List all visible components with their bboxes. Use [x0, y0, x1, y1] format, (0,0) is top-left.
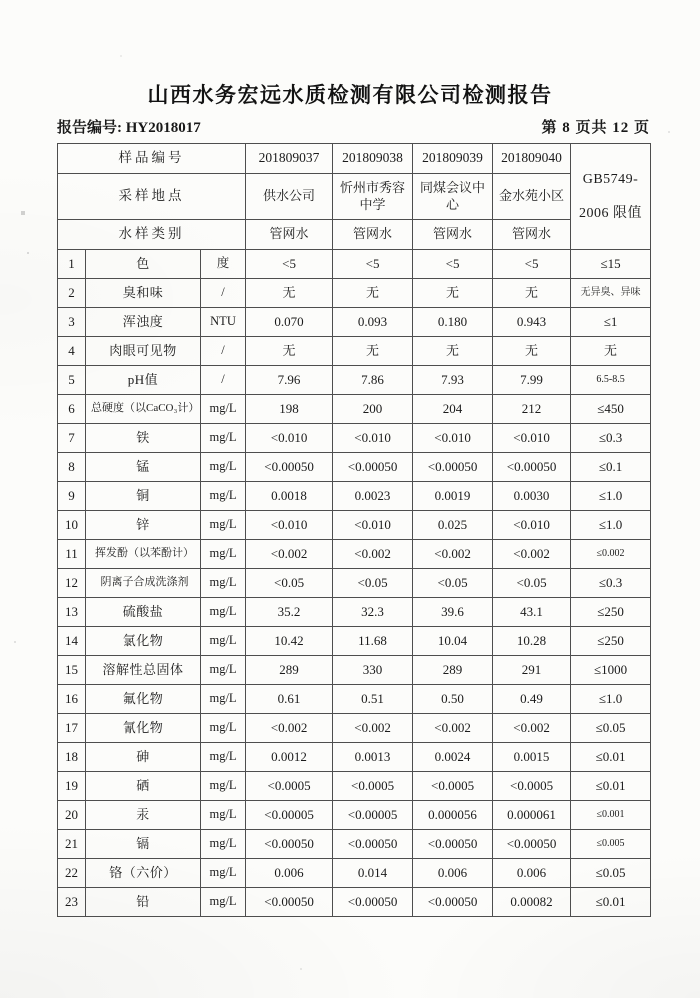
sample-value-2: <0.010 — [333, 424, 413, 453]
report-meta-row — [57, 116, 650, 137]
parameter-name: 臭和味 — [86, 279, 201, 308]
sample-value-1: <0.0005 — [246, 772, 333, 801]
row-number: 21 — [58, 830, 86, 859]
page-title: 山西水务宏远水质检测有限公司检测报告 — [147, 84, 553, 107]
sample-value-1: <0.00050 — [246, 888, 333, 917]
limit-value: 无 — [571, 337, 651, 366]
parameter-unit: mg/L — [201, 743, 246, 772]
sample-value-2: <0.00050 — [333, 830, 413, 859]
sample-value-1: 35.2 — [246, 598, 333, 627]
parameter-unit: mg/L — [201, 424, 246, 453]
sample-value-4: 10.28 — [493, 627, 571, 656]
page-indicator: 第 8 页共 12 页 — [541, 120, 650, 136]
sample-id-1: 201809037 — [246, 144, 333, 174]
sample-value-1: <0.00050 — [246, 453, 333, 482]
parameter-unit: / — [201, 366, 246, 395]
sample-value-3: 289 — [413, 656, 493, 685]
sample-value-4: 0.943 — [493, 308, 571, 337]
sample-value-3: 7.93 — [413, 366, 493, 395]
parameter-name: 铜 — [86, 482, 201, 511]
sample-value-4: 43.1 — [493, 598, 571, 627]
table-row — [58, 482, 651, 511]
sample-value-2: <0.002 — [333, 540, 413, 569]
table-row — [58, 337, 651, 366]
sample-value-3: 39.6 — [413, 598, 493, 627]
sample-value-1: 0.070 — [246, 308, 333, 337]
table-row — [58, 888, 651, 917]
sample-value-4: 0.000061 — [493, 801, 571, 830]
water-type-2: 管网水 — [333, 220, 413, 250]
sample-value-2: 11.68 — [333, 627, 413, 656]
sample-id-3: 201809039 — [413, 144, 493, 174]
sample-value-1: <0.00050 — [246, 830, 333, 859]
location-label: 采样地点 — [58, 174, 246, 220]
parameter-name: 汞 — [86, 801, 201, 830]
limit-value: ≤1 — [571, 308, 651, 337]
table-row — [58, 801, 651, 830]
sample-value-4: <0.010 — [493, 424, 571, 453]
row-number: 12 — [58, 569, 86, 598]
limit-value: ≤1.0 — [571, 482, 651, 511]
parameter-name: 肉眼可见物 — [86, 337, 201, 366]
sample-value-4: <0.002 — [493, 540, 571, 569]
header-row-sample-id — [58, 144, 651, 174]
table-row — [58, 685, 651, 714]
sample-value-1: 0.0012 — [246, 743, 333, 772]
sample-value-3: <0.0005 — [413, 772, 493, 801]
row-number: 9 — [58, 482, 86, 511]
sample-value-2: <5 — [333, 250, 413, 279]
limit-value: ≤0.3 — [571, 569, 651, 598]
parameter-name: 氟化物 — [86, 685, 201, 714]
limit-value: ≤250 — [571, 598, 651, 627]
sample-value-2: 200 — [333, 395, 413, 424]
sample-value-2: <0.00050 — [333, 453, 413, 482]
sample-value-3: 无 — [413, 279, 493, 308]
sample-value-3: <0.00050 — [413, 453, 493, 482]
sample-value-1: <0.010 — [246, 511, 333, 540]
sample-value-3: 10.04 — [413, 627, 493, 656]
sample-value-1: <0.010 — [246, 424, 333, 453]
row-number: 14 — [58, 627, 86, 656]
parameter-unit: / — [201, 279, 246, 308]
parameter-unit: mg/L — [201, 511, 246, 540]
limit-value: ≤15 — [571, 250, 651, 279]
sample-value-1: 198 — [246, 395, 333, 424]
table-row — [58, 424, 651, 453]
sample-value-2: 0.014 — [333, 859, 413, 888]
parameter-name: 铁 — [86, 424, 201, 453]
parameter-name: 铬（六价） — [86, 859, 201, 888]
table-row — [58, 859, 651, 888]
sample-value-2: 无 — [333, 279, 413, 308]
parameter-unit: mg/L — [201, 685, 246, 714]
sample-value-1: 0.006 — [246, 859, 333, 888]
row-number: 8 — [58, 453, 86, 482]
sample-value-4: 0.0015 — [493, 743, 571, 772]
sample-value-4: 0.006 — [493, 859, 571, 888]
table-row — [58, 540, 651, 569]
sample-value-4: <0.0005 — [493, 772, 571, 801]
table-row — [58, 656, 651, 685]
sample-value-2: <0.002 — [333, 714, 413, 743]
parameter-name: 镉 — [86, 830, 201, 859]
parameter-unit: mg/L — [201, 453, 246, 482]
sample-value-4: 0.49 — [493, 685, 571, 714]
sample-value-1: 无 — [246, 279, 333, 308]
parameter-unit: mg/L — [201, 569, 246, 598]
row-number: 17 — [58, 714, 86, 743]
sample-value-3: 204 — [413, 395, 493, 424]
limit-value: ≤1.0 — [571, 511, 651, 540]
sample-value-4: 7.99 — [493, 366, 571, 395]
row-number: 15 — [58, 656, 86, 685]
location-2: 忻州市秀容中学 — [333, 174, 413, 220]
table-row — [58, 714, 651, 743]
sample-value-3: <0.002 — [413, 540, 493, 569]
parameter-name: 铅 — [86, 888, 201, 917]
parameter-name: 总硬度（以CaCO₃计） — [86, 395, 201, 424]
results-table — [57, 143, 651, 917]
sample-value-2: 0.093 — [333, 308, 413, 337]
sample-value-2: 0.0013 — [333, 743, 413, 772]
sample-value-2: 0.51 — [333, 685, 413, 714]
sample-value-1: 0.61 — [246, 685, 333, 714]
table-row — [58, 627, 651, 656]
row-number: 10 — [58, 511, 86, 540]
parameter-unit: mg/L — [201, 714, 246, 743]
parameter-unit: mg/L — [201, 772, 246, 801]
row-number: 11 — [58, 540, 86, 569]
sample-value-1: 7.96 — [246, 366, 333, 395]
limit-value: ≤1000 — [571, 656, 651, 685]
sample-value-1: 无 — [246, 337, 333, 366]
parameter-name: 溶解性总固体 — [86, 656, 201, 685]
parameter-name: 阴离子合成洗涤剂 — [86, 569, 201, 598]
sample-value-2: <0.00005 — [333, 801, 413, 830]
water-type-label: 水样类别 — [58, 220, 246, 250]
row-number: 5 — [58, 366, 86, 395]
sample-value-1: <0.00005 — [246, 801, 333, 830]
parameter-name: 氯化物 — [86, 627, 201, 656]
parameter-unit: mg/L — [201, 627, 246, 656]
location-1: 供水公司 — [246, 174, 333, 220]
sample-value-3: 0.0024 — [413, 743, 493, 772]
sample-value-3: 0.50 — [413, 685, 493, 714]
parameter-unit: mg/L — [201, 888, 246, 917]
table-row — [58, 308, 651, 337]
sample-value-3: <5 — [413, 250, 493, 279]
sample-value-1: <0.002 — [246, 540, 333, 569]
sample-id-4: 201809040 — [493, 144, 571, 174]
limit-header-line1: GB5749- — [582, 171, 639, 187]
limit-value: ≤0.05 — [571, 714, 651, 743]
table-row — [58, 743, 651, 772]
sample-value-4: 291 — [493, 656, 571, 685]
parameter-unit: mg/L — [201, 801, 246, 830]
report-number: 报告编号: HY2018017 — [57, 120, 201, 136]
limit-value: ≤0.005 — [571, 830, 651, 859]
sample-value-3: <0.00050 — [413, 888, 493, 917]
row-number: 7 — [58, 424, 86, 453]
sample-value-4: 0.0030 — [493, 482, 571, 511]
sample-value-1: 289 — [246, 656, 333, 685]
sample-value-3: <0.010 — [413, 424, 493, 453]
parameter-name: 氰化物 — [86, 714, 201, 743]
table-row — [58, 598, 651, 627]
table-row — [58, 511, 651, 540]
limit-value: 无异臭、异味 — [571, 279, 651, 308]
parameter-name: 色 — [86, 250, 201, 279]
row-number: 22 — [58, 859, 86, 888]
row-number: 1 — [58, 250, 86, 279]
sample-value-3: 0.0019 — [413, 482, 493, 511]
sample-value-4: <0.002 — [493, 714, 571, 743]
table-row — [58, 250, 651, 279]
parameter-name: 硒 — [86, 772, 201, 801]
parameter-name: pH值 — [86, 366, 201, 395]
sample-value-2: <0.00050 — [333, 888, 413, 917]
row-number: 4 — [58, 337, 86, 366]
row-number: 2 — [58, 279, 86, 308]
water-type-1: 管网水 — [246, 220, 333, 250]
limit-value: 6.5-8.5 — [571, 366, 651, 395]
sample-value-4: <0.010 — [493, 511, 571, 540]
row-number: 20 — [58, 801, 86, 830]
sample-value-3: <0.002 — [413, 714, 493, 743]
sample-value-4: 无 — [493, 337, 571, 366]
table-row — [58, 569, 651, 598]
sample-value-3: 0.000056 — [413, 801, 493, 830]
row-number: 19 — [58, 772, 86, 801]
sample-value-4: 212 — [493, 395, 571, 424]
sample-value-1: 10.42 — [246, 627, 333, 656]
limit-value: ≤0.002 — [571, 540, 651, 569]
location-4: 金水苑小区 — [493, 174, 571, 220]
sample-value-4: <0.00050 — [493, 830, 571, 859]
sample-value-3: <0.05 — [413, 569, 493, 598]
parameter-unit: mg/L — [201, 830, 246, 859]
scan-noise-speckles — [0, 0, 2, 2]
sample-id-2: 201809038 — [333, 144, 413, 174]
table-row — [58, 279, 651, 308]
row-number: 16 — [58, 685, 86, 714]
sample-value-2: <0.010 — [333, 511, 413, 540]
water-type-4: 管网水 — [493, 220, 571, 250]
limit-value: ≤1.0 — [571, 685, 651, 714]
parameter-name: 浑浊度 — [86, 308, 201, 337]
sample-value-3: 0.025 — [413, 511, 493, 540]
sample-value-1: 0.0018 — [246, 482, 333, 511]
row-number: 13 — [58, 598, 86, 627]
parameter-name: 砷 — [86, 743, 201, 772]
header-row-location — [58, 174, 651, 220]
parameter-unit: mg/L — [201, 482, 246, 511]
sample-value-4: <5 — [493, 250, 571, 279]
sample-value-3: 0.006 — [413, 859, 493, 888]
limit-value: ≤450 — [571, 395, 651, 424]
sample-value-1: <0.05 — [246, 569, 333, 598]
table-row — [58, 366, 651, 395]
row-number: 18 — [58, 743, 86, 772]
sample-value-2: 0.0023 — [333, 482, 413, 511]
sample-value-3: <0.00050 — [413, 830, 493, 859]
parameter-name: 硫酸盐 — [86, 598, 201, 627]
water-type-3: 管网水 — [413, 220, 493, 250]
limit-value: ≤250 — [571, 627, 651, 656]
row-number: 6 — [58, 395, 86, 424]
limit-value: ≤0.1 — [571, 453, 651, 482]
parameter-name: 锌 — [86, 511, 201, 540]
parameter-unit: mg/L — [201, 540, 246, 569]
limit-value: ≤0.3 — [571, 424, 651, 453]
parameter-unit: mg/L — [201, 395, 246, 424]
header-row-water-type — [58, 220, 651, 250]
location-3: 同煤会议中心 — [413, 174, 493, 220]
parameter-unit: mg/L — [201, 598, 246, 627]
sample-value-2: 330 — [333, 656, 413, 685]
sample-value-2: 7.86 — [333, 366, 413, 395]
sample-value-4: <0.05 — [493, 569, 571, 598]
table-row — [58, 772, 651, 801]
sample-value-2: 32.3 — [333, 598, 413, 627]
sample-value-3: 无 — [413, 337, 493, 366]
parameter-unit: mg/L — [201, 656, 246, 685]
table-row — [58, 453, 651, 482]
limit-value: ≤0.01 — [571, 888, 651, 917]
sample-value-3: 0.180 — [413, 308, 493, 337]
limit-header-line2: 2006 限值 — [579, 205, 643, 221]
row-number: 23 — [58, 888, 86, 917]
parameter-unit: / — [201, 337, 246, 366]
sample-value-4: 无 — [493, 279, 571, 308]
sample-value-2: 无 — [333, 337, 413, 366]
limit-column-header — [571, 144, 651, 250]
sample-value-4: 0.00082 — [493, 888, 571, 917]
parameter-name: 挥发酚（以苯酚计） — [86, 540, 201, 569]
sample-value-2: <0.0005 — [333, 772, 413, 801]
sample-value-1: <5 — [246, 250, 333, 279]
limit-value: ≤0.01 — [571, 772, 651, 801]
parameter-unit: NTU — [201, 308, 246, 337]
sample-value-2: <0.05 — [333, 569, 413, 598]
sample-value-1: <0.002 — [246, 714, 333, 743]
row-number: 3 — [58, 308, 86, 337]
parameter-unit: 度 — [201, 250, 246, 279]
limit-value: ≤0.05 — [571, 859, 651, 888]
table-row — [58, 395, 651, 424]
parameter-name: 锰 — [86, 453, 201, 482]
sample-value-4: <0.00050 — [493, 453, 571, 482]
sample-id-label: 样品编号 — [58, 144, 246, 174]
parameter-unit: mg/L — [201, 859, 246, 888]
limit-value: ≤0.001 — [571, 801, 651, 830]
limit-value: ≤0.01 — [571, 743, 651, 772]
table-row — [58, 830, 651, 859]
